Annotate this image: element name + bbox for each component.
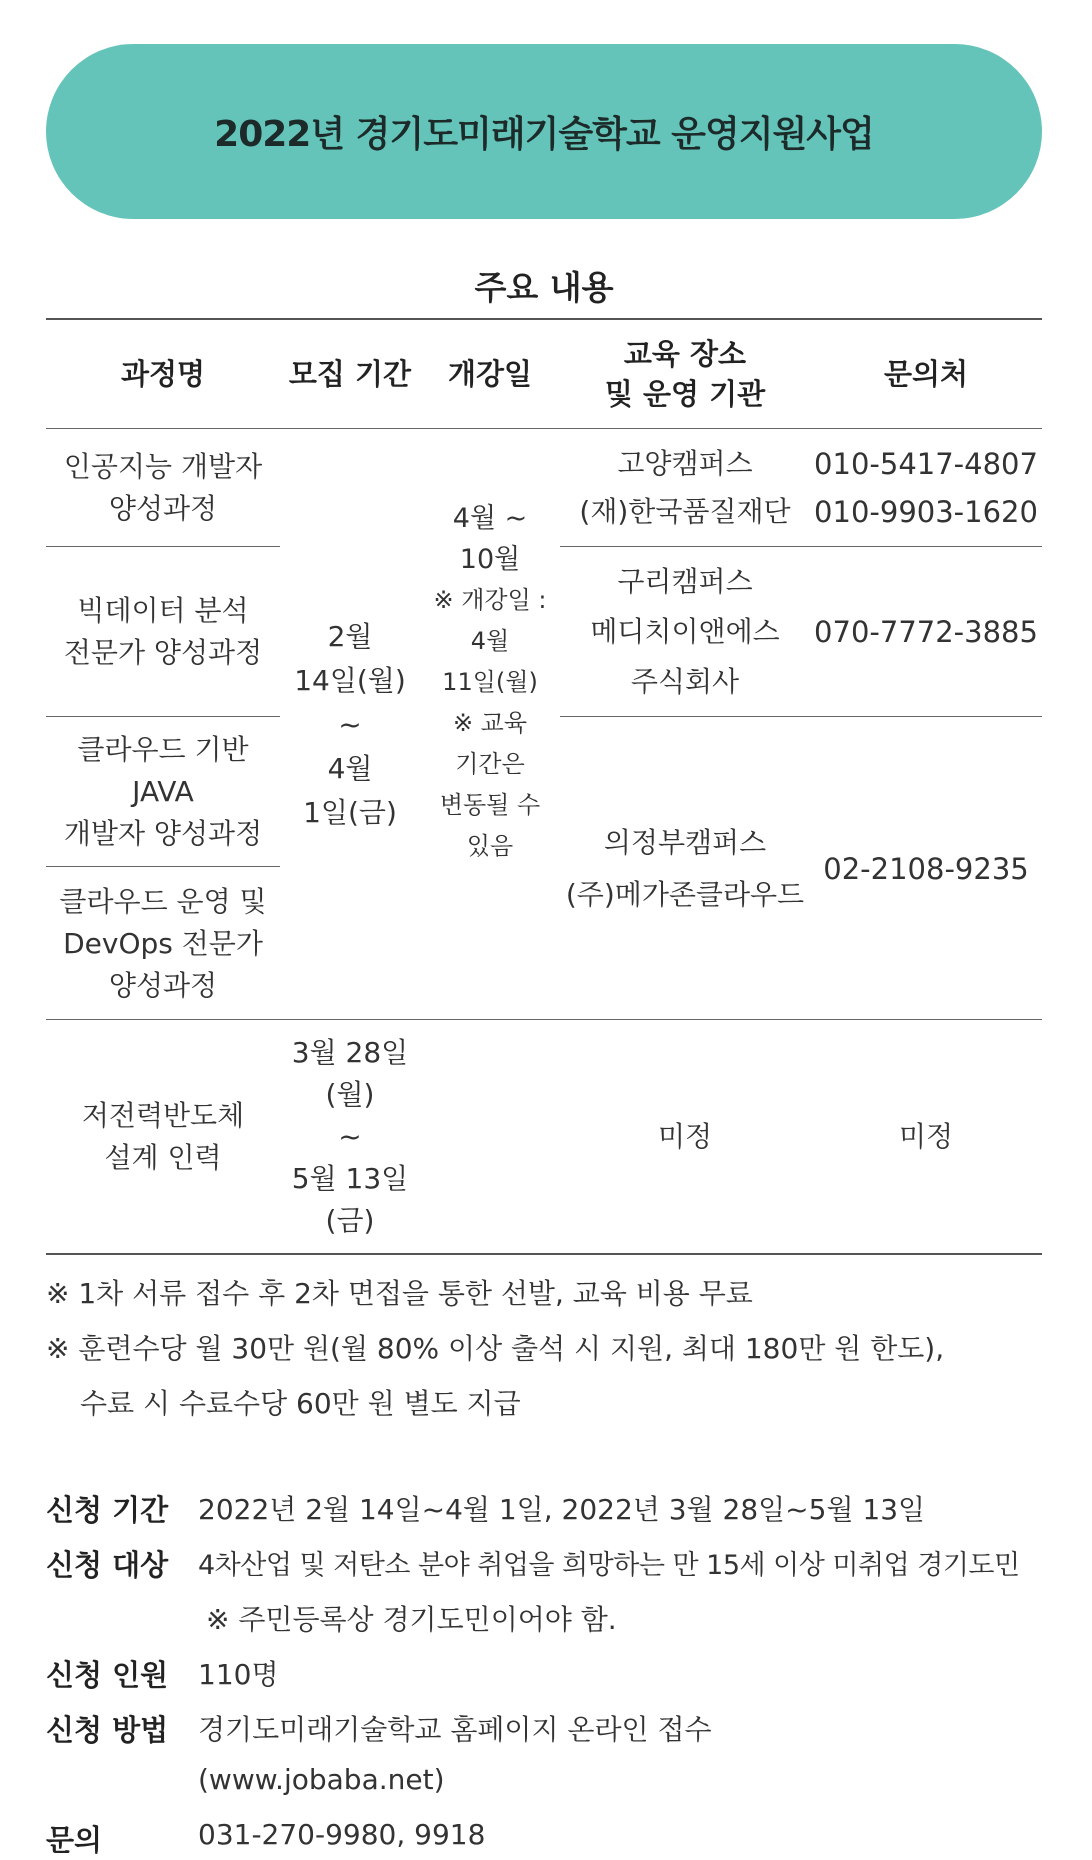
course-line: 설계 인력 [104,1141,222,1174]
recruit-line: 5월 13일 [291,1162,409,1195]
header-place-line2: 및 운영 기관 [604,377,766,411]
target-value: 4차산업 및 저탄소 분야 취업을 희망하는 만 15세 이상 미취업 경기도민 [198,1550,1020,1581]
course-line: 양성과정 [108,492,218,525]
recruit-line: 3월 28일 [291,1036,409,1069]
header-recruit-label: 모집 기간 [288,357,412,391]
open-line: 기간은 [455,750,525,778]
contact-value: 031-270-9980, 9918 [198,1818,486,1851]
header-contact [810,320,1042,428]
place-line: (주)메가존클라우드 [565,877,805,911]
count-label: 신청 인원 [46,1658,169,1692]
course-line: JAVA [132,775,194,808]
semi-contact-value: 미정 [898,1120,954,1153]
course-line: 클라우드 운영 및 [59,884,267,918]
open-line: 변동될 수 [439,791,541,819]
course-semiconductor [46,1021,280,1253]
course-bigdata [46,548,280,716]
period-label: 신청 기간 [46,1493,169,1527]
header-bottom-border [46,428,1042,429]
contact-label: 문의 [46,1823,103,1857]
contact-guri [810,548,1042,716]
header-course-label: 과정명 [120,357,206,391]
method-url[interactable]: (www.jobaba.net) [198,1763,445,1796]
course-ai [46,430,280,546]
target-label: 신청 대상 [46,1548,169,1582]
section-title: 주요 내용 [474,268,614,307]
semi-place-value: 미정 [657,1120,713,1153]
contact-uijeongbu [810,718,1042,1019]
semi-contact [810,1021,1042,1253]
target-note: ※ 주민등록상 경기도민이어야 함. [206,1603,617,1636]
open-line: 4월 [470,627,510,655]
header-open [420,320,560,428]
semi-place [560,1021,810,1253]
semi-row-top-border [46,1019,1042,1020]
recruit-line: 2월 [327,619,373,653]
place-guri [560,548,810,716]
recruit-line: 4월 [327,751,373,785]
note-selection: ※ 1차 서류 접수 후 2차 면접을 통한 선발, 교육 비용 무료 [46,1277,753,1310]
open-line: 있음 [466,832,514,860]
course-line: 양성과정 [108,968,218,1002]
place-line: 의정부캠퍼스 [603,825,767,859]
course-line: 인공지능 개발자 [63,450,263,483]
method-value: 경기도미래기술학교 홈페이지 온라인 접수 [198,1713,712,1746]
recruit-line: (금) [325,1204,375,1237]
table-bottom-border [46,1253,1042,1255]
header-open-label: 개강일 [447,357,533,391]
place-line: 구리캠퍼스 [617,565,753,598]
place-line: 메디치이앤에스 [590,615,780,648]
course-divider-2 [46,716,280,717]
course-cloud-java [46,718,280,866]
contact-goyang [810,430,1042,546]
place-goyang [560,430,810,546]
course-line: 전문가 양성과정 [63,636,263,669]
course-line: 빅데이터 분석 [77,594,249,627]
recruit-line: 1일(금) [303,795,397,829]
contact-line: 010-9903-1620 [814,495,1038,529]
contact-line: 070-7772-3885 [814,615,1038,649]
open-line: 10월 [459,544,521,575]
method-label: 신청 방법 [46,1713,169,1747]
contact-line: 02-2108-9235 [823,851,1029,886]
course-divider-3 [46,866,280,867]
recruit-line: 14일(월) [294,663,406,697]
open-line: 11일(월) [442,668,538,696]
recruit-line: (월) [325,1078,375,1111]
open-line: ※ 교육 [452,709,528,737]
place-uijeongbu [560,718,810,1019]
place-divider-1 [560,546,1042,547]
header-contact-label: 문의처 [883,357,969,391]
header-recruit [280,320,420,428]
course-cloud-devops [46,868,280,1019]
course-line: DevOps 전문가 [63,926,263,960]
course-line: 개발자 양성과정 [63,817,263,850]
open-date-main [420,498,560,908]
place-line: 주식회사 [630,665,740,698]
contact-line: 010-5417-4807 [814,447,1038,481]
title-banner [46,44,1042,219]
header-course [46,320,280,428]
place-line: 고양캠퍼스 [617,447,753,480]
note-completion: 수료 시 수료수당 60만 원 별도 지급 [80,1387,521,1420]
header-place [560,320,810,428]
place-divider-2 [560,716,1042,717]
note-allowance: ※ 훈련수당 월 30만 원(월 80% 이상 출석 시 지원, 최대 180만 원 한도), [46,1332,945,1365]
course-divider-1 [46,546,280,547]
course-line: 클라우드 기반 [77,733,249,766]
period-value: 2022년 2월 14일~4월 1일, 2022년 3월 28일~5월 13일 [198,1493,926,1526]
recruit-line: ~ [338,707,362,741]
place-line: (재)한국품질재단 [579,495,791,528]
open-line: ※ 개강일 : [433,586,547,614]
course-line: 저전력반도체 [81,1099,245,1132]
banner-title: 2022년 경기도미래기술학교 운영지원사업 [214,114,874,155]
recruit-period-main [280,430,420,1019]
header-place-line1: 교육 장소 [623,337,747,371]
count-value: 110명 [198,1658,279,1691]
semi-recruit-period [280,1021,420,1253]
recruit-line: ~ [338,1120,362,1153]
open-line: 4월 ~ [452,503,528,534]
